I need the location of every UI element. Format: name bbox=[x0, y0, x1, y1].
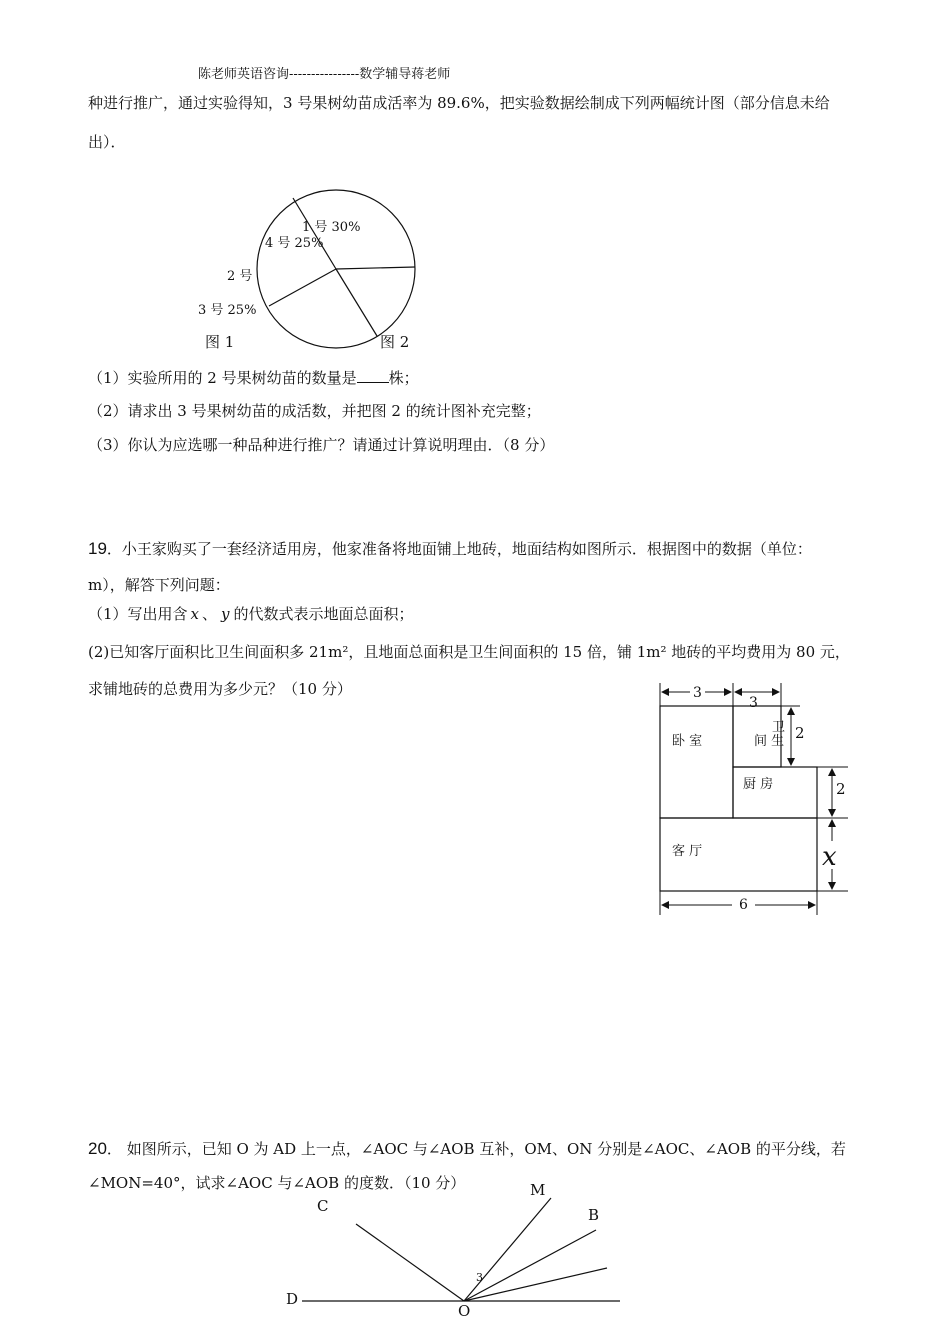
pie-label-3: 3 号 25% bbox=[198, 303, 257, 318]
angle-figure bbox=[280, 1180, 630, 1340]
point-B: B bbox=[588, 1206, 600, 1224]
q19-sep: 、 bbox=[202, 605, 218, 623]
answer-blank[interactable] bbox=[357, 370, 389, 383]
pie-divider-3 bbox=[336, 269, 377, 336]
point-C: C bbox=[317, 1197, 329, 1215]
q18-sub1 bbox=[88, 370, 419, 386]
q20-line2: ∠MON=40°，试求∠AOC 与∠AOB 的度数．（10 分） bbox=[88, 1174, 466, 1192]
q19-sub1-tail: 的代数式表示地面总面积； bbox=[233, 605, 414, 623]
pie-label-1: 1 号 30% bbox=[302, 220, 361, 235]
var-x: x bbox=[190, 605, 200, 623]
pie-divider-2 bbox=[336, 267, 415, 269]
figure-2-caption: 图 2 bbox=[380, 333, 410, 351]
label-living-room: 客 厅 bbox=[672, 844, 703, 859]
dim-label-2-kitchen: 2 bbox=[836, 780, 846, 798]
floor-plan-figure bbox=[650, 675, 860, 920]
ray-OM bbox=[464, 1198, 551, 1301]
label-bedroom: 卧 室 bbox=[672, 734, 703, 749]
q18-sub1-text: （1）实验所用的 2 号果树幼苗的数量是 bbox=[88, 369, 357, 387]
label-bath-1: 卫 bbox=[772, 720, 786, 735]
q19-line2: m），解答下列问题： bbox=[88, 576, 230, 594]
dim-label-6: 6 bbox=[739, 897, 748, 913]
q19-sub1 bbox=[88, 607, 414, 622]
q19-sub1-text: （1）写出用含 bbox=[88, 605, 188, 623]
q19-sub2: (2)已知客厅面积比卫生间面积多 21m²，且地面总面积是卫生间面积的 15 倍，铺 1m² 地砖的平均费用为 80 元， bbox=[88, 643, 850, 661]
q19-sub2b: 求铺地砖的总费用为多少元？（10 分） bbox=[88, 680, 352, 698]
q18-sub3: （3）你认为应选哪一种品种进行推广？请通过计算说明理由．（8 分） bbox=[88, 436, 555, 454]
pie-label-2: 2 号 bbox=[227, 269, 253, 284]
q19-number: 19 bbox=[88, 539, 107, 558]
label-bath-2: 间 生 bbox=[754, 734, 785, 749]
var-y: y bbox=[221, 605, 230, 623]
ray-OB bbox=[464, 1230, 596, 1301]
kitchen-room bbox=[733, 767, 817, 818]
dim-label-3-right: 3 bbox=[749, 695, 758, 711]
q19-line1 bbox=[88, 540, 812, 557]
q18-intro-line2: 出）． bbox=[88, 133, 126, 151]
label-kitchen: 厨 房 bbox=[743, 777, 774, 792]
point-M: M bbox=[530, 1181, 546, 1199]
q18-sub2: （2）请求出 3 号果树幼苗的成活数，并把图 2 的统计图补充完整； bbox=[88, 402, 541, 420]
dim-label-2-bath: 2 bbox=[795, 724, 805, 742]
q20-number: 20 bbox=[88, 1139, 107, 1158]
pie-divider-4 bbox=[269, 269, 336, 306]
figure-1-caption: 图 1 bbox=[205, 333, 235, 351]
point-O: O bbox=[458, 1302, 471, 1320]
dim-label-3-left: 3 bbox=[693, 685, 702, 701]
q19-line1-text: ．小王家购买了一套经济适用房，他家准备将地面铺上地砖，地面结构如图所示．根据图中的数据（单位： bbox=[106, 540, 812, 558]
pie-label-4: 4 号 25% bbox=[265, 236, 324, 251]
q20-line1 bbox=[88, 1140, 846, 1157]
dim-label-x: x bbox=[822, 842, 837, 872]
q20-line1-text: ． 如图所示，已知 O 为 AD 上一点，∠AOC 与∠AOB 互补，OM、ON 分别是∠AOC、∠AOB 的平分线，若 bbox=[106, 1140, 846, 1158]
angle-label-3: 3 bbox=[476, 1271, 483, 1284]
q18-sub1-unit: 株； bbox=[388, 369, 419, 387]
ray-OC bbox=[356, 1224, 464, 1301]
pie-chart-figure bbox=[180, 185, 450, 360]
ray-ON bbox=[464, 1268, 607, 1301]
bedroom-room bbox=[660, 706, 733, 818]
q18-intro-line1: 种进行推广，通过实验得知，3 号果树幼苗成活率为 89.6%，把实验数据绘制成下列两幅统计图（部分信息未给 bbox=[88, 94, 830, 112]
point-D: D bbox=[286, 1290, 299, 1308]
page-header: 陈老师英语咨询----------------数学辅导蒋老师 bbox=[198, 67, 451, 82]
